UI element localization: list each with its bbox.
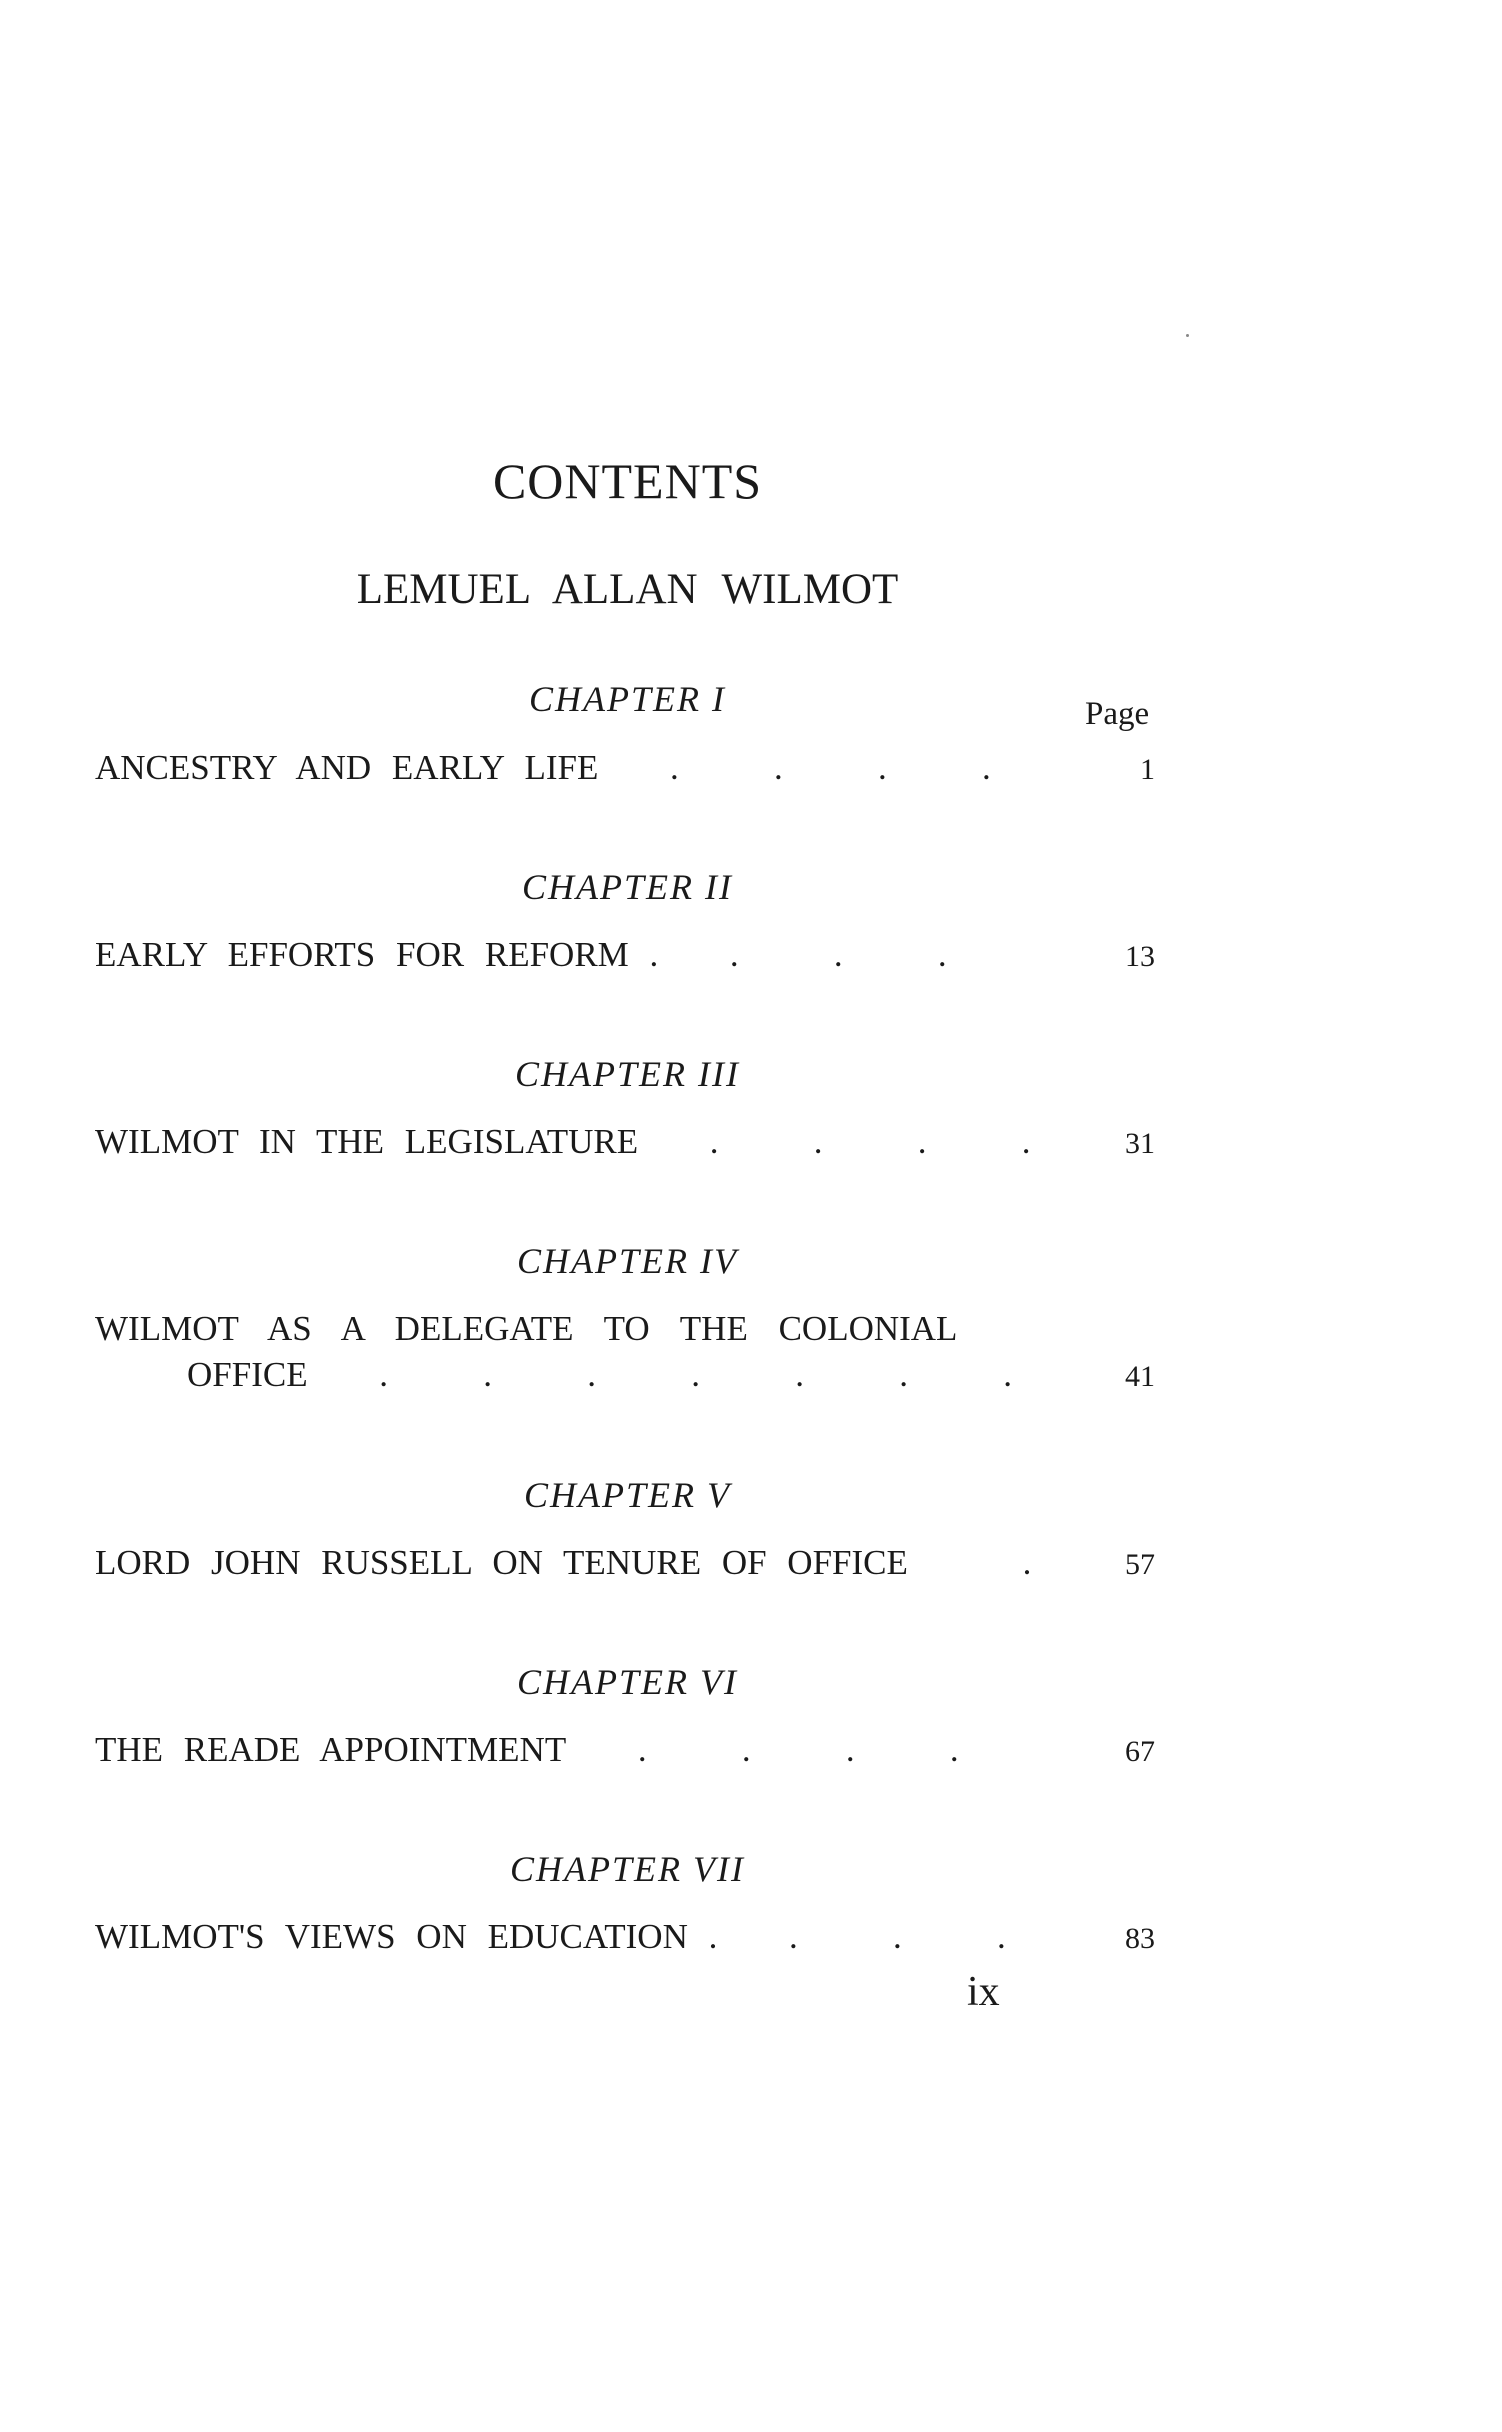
toc-page-number: 1 xyxy=(1140,753,1155,786)
leader-dots: . . . . xyxy=(637,1730,959,1769)
toc-entry-label: THE READE APPOINTMENT xyxy=(95,1730,567,1769)
chapter-heading-1: CHAPTER I xyxy=(529,679,726,719)
book-subtitle: LEMUEL ALLAN WILMOT xyxy=(356,566,899,613)
toc-page-number: 83 xyxy=(1125,1922,1155,1955)
page-folio: ix xyxy=(967,1969,1000,2015)
leader-dots: . . . xyxy=(729,935,947,974)
toc-entry-7[interactable] xyxy=(95,1917,1155,1963)
leader-dots: . . . . xyxy=(670,748,991,787)
chapter-heading-6: CHAPTER VI xyxy=(517,1662,738,1702)
toc-page-number: 67 xyxy=(1125,1735,1155,1768)
toc-entry-2[interactable] xyxy=(95,935,1155,981)
toc-entry-label: ANCESTRY AND EARLY LIFE xyxy=(95,748,599,787)
page-title: CONTENTS xyxy=(492,453,763,509)
toc-page-number: 31 xyxy=(1125,1127,1155,1160)
toc-entry-label-continued: OFFICE xyxy=(187,1355,308,1394)
toc-entry-4[interactable] xyxy=(95,1309,1155,1401)
chapter-heading-5: CHAPTER V xyxy=(524,1475,731,1515)
chapter-heading-3: CHAPTER III xyxy=(515,1054,740,1094)
toc-page-number: 57 xyxy=(1125,1548,1155,1581)
toc-entry-label: WILMOT AS A DELEGATE TO THE COLONIAL xyxy=(95,1309,958,1348)
toc-entry-label: EARLY EFFORTS FOR REFORM . xyxy=(95,935,659,974)
toc-entry-label: LORD JOHN RUSSELL ON TENURE OF OFFICE xyxy=(95,1543,908,1582)
leader-dots: . . . . . . . xyxy=(379,1355,1012,1394)
leader-dots: . . . . xyxy=(709,1122,1031,1161)
chapter-heading-2: CHAPTER II xyxy=(522,867,733,907)
toc-entry-5[interactable] xyxy=(95,1543,1155,1589)
toc-entry-6[interactable] xyxy=(95,1730,1155,1776)
page-column-heading: Page xyxy=(1085,696,1150,732)
toc-entry-label: WILMOT'S VIEWS ON EDUCATION . xyxy=(95,1917,718,1956)
toc-entry-3[interactable] xyxy=(95,1122,1155,1168)
toc-page-number: 13 xyxy=(1125,940,1155,973)
chapter-heading-7: CHAPTER VII xyxy=(510,1849,745,1889)
chapter-heading-4: CHAPTER IV xyxy=(517,1241,738,1281)
toc-entry-1[interactable] xyxy=(95,748,1155,794)
toc-page-number: 41 xyxy=(1125,1360,1155,1393)
print-speck xyxy=(1186,334,1189,337)
leader-dots: . xyxy=(1022,1543,1032,1582)
toc-entry-label: WILMOT IN THE LEGISLATURE xyxy=(95,1122,639,1161)
leader-dots: . . . xyxy=(788,1917,1006,1956)
